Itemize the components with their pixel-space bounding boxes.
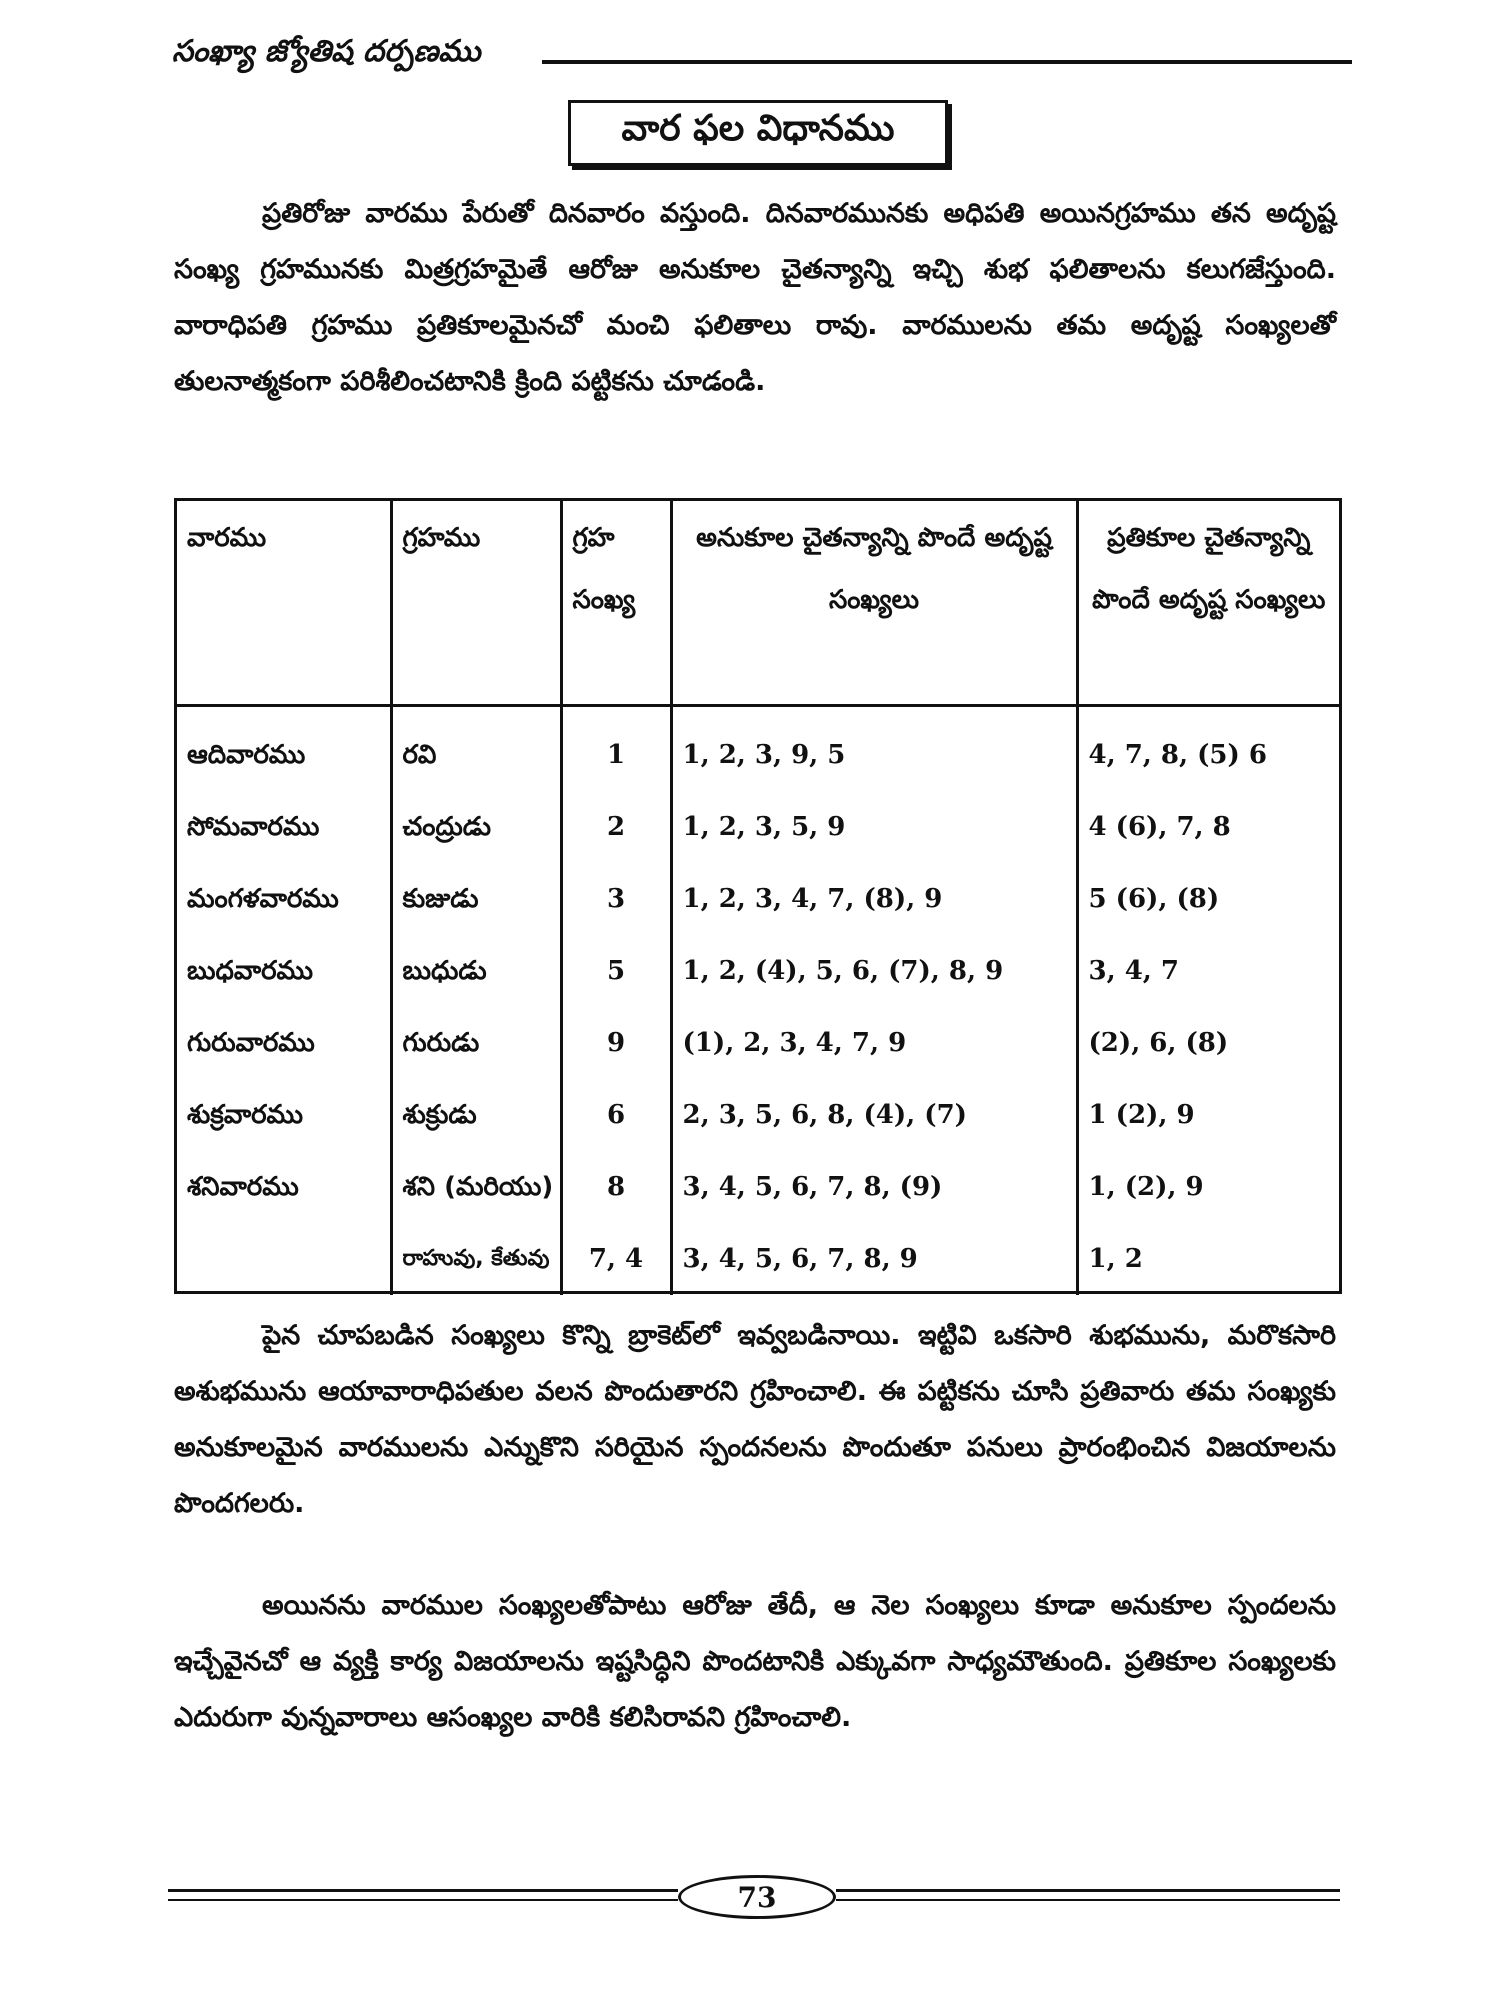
- cell-day: శుక్రవారము: [187, 1099, 304, 1130]
- cell-day: మంగళవారము: [187, 883, 339, 914]
- footer-rule-left-2: [168, 1899, 678, 1901]
- cell-planet: కుజుడు: [391, 863, 561, 935]
- cell-day: సోమవారము: [187, 811, 320, 842]
- cell-day: శనివారము: [187, 1171, 299, 1202]
- header-unfavorable: ప్రతికూల చైతన్యాన్ని పొందే అదృష్ట సంఖ్యలు: [1077, 501, 1339, 705]
- cell-planet: రవి: [391, 705, 561, 791]
- cell-unfavorable: 4, 7, 8, (5) 6: [1077, 705, 1339, 791]
- cell-planet: శుక్రుడు: [391, 1079, 561, 1151]
- cell-number: 6: [561, 1079, 671, 1151]
- cell-favorable: (1), 2, 3, 4, 7, 9: [671, 1007, 1077, 1079]
- cell-planet: గురుడు: [391, 1007, 561, 1079]
- bracket-note-paragraph: పైన చూపబడిన సంఖ్యలు కొన్ని బ్రాకెట్‌లో ఇవ్వబడినాయి. ఇట్టివి ఒకసారి శుభమును, మరొకసారి అశుభమును ఆయావారాధిపతుల వలన పొందుతారని గ్రహించాలి. ఈ పట్టికను చూసి ప్రతివారు తమ సంఖ్యకు అనుకూలమైన వారములను ఎన్నుకొని సరియైన స్పందనలను పొందుతూ పనులు ప్రారంభించిన విజయాలను పొందగలరు.: [174, 1320, 1336, 1519]
- cell-day: గురువారము: [187, 1027, 315, 1058]
- header-favorable: అనుకూల చైతన్యాన్ని పొందే అదృష్ట సంఖ్యలు: [671, 501, 1077, 705]
- page-footer: [168, 1875, 1340, 1925]
- header-rule: [542, 60, 1352, 64]
- cell-favorable: 3, 4, 5, 6, 7, 8, 9: [671, 1223, 1077, 1295]
- table-row: [177, 1223, 1339, 1295]
- intro-paragraph: ప్రతిరోజు వారము పేరుతో దినవారం వస్తుంది. దినవారమునకు అధిపతి అయినగ్రహము తన అదృష్ట సంఖ్య గ్రహమునకు మిత్రగ్రహమైతే ఆరోజు అనుకూల చైతన్యాన్ని ఇచ్చి శుభ ఫలితాలను కలుగజేస్తుంది. వారాధిపతి గ్రహము ప్రతికూలమైనచో మంచి ఫలితాలు రావు. వారములను తమ అదృష్ట సంఖ్యలతో తులనాత్మకంగా పరిశీలించటానికి క్రింది పట్టికను చూడండి.: [174, 198, 1336, 397]
- header-day: వారము: [177, 501, 391, 705]
- section-title: వార ఫల విధానము: [568, 100, 948, 166]
- running-header: [172, 34, 1352, 74]
- cell-number: 9: [561, 1007, 671, 1079]
- table-row: [177, 935, 1339, 1007]
- cell-day: ఆదివారము: [187, 739, 306, 770]
- cell-unfavorable: 1 (2), 9: [1077, 1079, 1339, 1151]
- cell-favorable: 1, 2, 3, 4, 7, (8), 9: [671, 863, 1077, 935]
- closing-paragraph: అయినను వారముల సంఖ్యలతోపాటు ఆరోజు తేదీ, ఆ నెల సంఖ్యలు కూడా అనుకూల స్పందలను ఇచ్చేవైనచో ఆ వ్యక్తి కార్య విజయాలను ఇష్టసిద్ధిని పొందటానికి ఎక్కువగా సాధ్యమౌతుంది. ప్రతికూల సంఖ్యలకు ఎదురుగా వున్నవారాలు ఆసంఖ్యల వారికి కలిసిరావని గ్రహించాలి.: [174, 1590, 1336, 1733]
- table-row: [177, 705, 1339, 791]
- cell-favorable: 3, 4, 5, 6, 7, 8, (9): [671, 1151, 1077, 1223]
- cell-day: [177, 1223, 391, 1295]
- footer-rule-left: [168, 1889, 678, 1892]
- weekday-table: [174, 498, 1342, 1294]
- header-planet: గ్రహము: [391, 501, 561, 705]
- cell-unfavorable: 3, 4, 7: [1077, 935, 1339, 1007]
- cell-favorable: 1, 2, 3, 9, 5: [671, 705, 1077, 791]
- cell-day: బుధవారము: [187, 955, 314, 986]
- cell-unfavorable: 1, (2), 9: [1077, 1151, 1339, 1223]
- cell-unfavorable: 5 (6), (8): [1077, 863, 1339, 935]
- table-row: [177, 1151, 1339, 1223]
- cell-number: 1: [561, 705, 671, 791]
- weekday-numbers-table: [177, 501, 1339, 1295]
- table-header-row: [177, 501, 1339, 705]
- page-number: 73: [678, 1875, 836, 1919]
- table-row: [177, 791, 1339, 863]
- cell-planet: రాహువు, కేతువు: [391, 1223, 561, 1295]
- cell-favorable: 2, 3, 5, 6, 8, (4), (7): [671, 1079, 1077, 1151]
- cell-favorable: 1, 2, 3, 5, 9: [671, 791, 1077, 863]
- cell-number: 5: [561, 935, 671, 1007]
- cell-planet: బుధుడు: [391, 935, 561, 1007]
- footer-rule-right: [836, 1889, 1340, 1892]
- cell-number: 3: [561, 863, 671, 935]
- cell-unfavorable: 4 (6), 7, 8: [1077, 791, 1339, 863]
- cell-favorable: 1, 2, (4), 5, 6, (7), 8, 9: [671, 935, 1077, 1007]
- footer-rule-right-2: [836, 1899, 1340, 1901]
- table-row: [177, 1007, 1339, 1079]
- cell-unfavorable: (2), 6, (8): [1077, 1007, 1339, 1079]
- table-row: [177, 1079, 1339, 1151]
- cell-number: 2: [561, 791, 671, 863]
- table-row: [177, 863, 1339, 935]
- cell-planet: శని (మరియు): [391, 1151, 561, 1223]
- header-planet-number: గ్రహ సంఖ్య: [561, 501, 671, 705]
- cell-unfavorable: 1, 2: [1077, 1223, 1339, 1295]
- cell-number: 8: [561, 1151, 671, 1223]
- cell-planet: చంద్రుడు: [391, 791, 561, 863]
- cell-number: 7, 4: [561, 1223, 671, 1295]
- running-title: సంఖ్యా జ్యోతిష దర్పణము: [172, 34, 481, 69]
